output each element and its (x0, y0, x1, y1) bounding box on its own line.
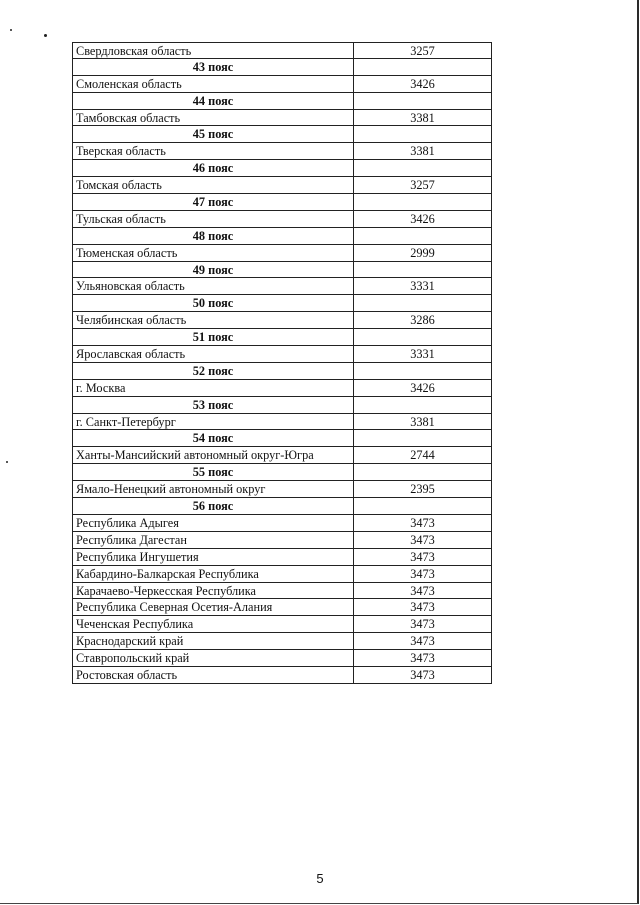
region-value: 2395 (410, 482, 435, 497)
region-name: г. Москва (73, 380, 354, 396)
region-value: 3473 (410, 600, 435, 615)
zone-label: 53 пояс (73, 397, 354, 413)
region-name: Ставропольский край (73, 650, 354, 666)
region-value: 2999 (410, 245, 435, 260)
empty-cell (354, 126, 491, 142)
empty-cell (354, 430, 491, 446)
empty-cell (354, 228, 491, 244)
zone-label: 46 пояс (73, 160, 354, 176)
region-name: Кабардино-Балкарская Республика (73, 566, 354, 582)
table-row (72, 566, 492, 583)
regions-table (72, 42, 492, 684)
region-value: 3331 (410, 347, 435, 362)
scan-speck (10, 29, 12, 31)
table-row (72, 278, 492, 295)
table-row (72, 211, 492, 228)
region-value: 3381 (410, 110, 435, 125)
empty-cell (354, 160, 491, 176)
table-row (72, 650, 492, 667)
region-name: Смоленская область (73, 76, 354, 92)
table-row (72, 245, 492, 262)
table-row (72, 380, 492, 397)
region-name: Республика Ингушетия (73, 549, 354, 565)
region-name: Тульская область (73, 211, 354, 227)
zone-label: 47 пояс (73, 194, 354, 210)
region-value: 3473 (410, 617, 435, 632)
region-name: Краснодарский край (73, 633, 354, 649)
region-value: 3473 (410, 651, 435, 666)
zone-header-row (72, 464, 492, 481)
region-name: Ханты-Мансийский автономный округ-Югра (73, 447, 354, 463)
region-value: 3473 (410, 515, 435, 530)
zone-label: 55 пояс (73, 464, 354, 480)
table-row (72, 549, 492, 566)
zone-header-row (72, 160, 492, 177)
table-row (72, 414, 492, 431)
region-name: Ямало-Ненецкий автономный округ (73, 481, 354, 497)
region-name: Ульяновская область (73, 278, 354, 294)
region-value: 3473 (410, 566, 435, 581)
region-name: Республика Северная Осетия-Алания (73, 599, 354, 615)
table-row (72, 143, 492, 160)
region-value: 3257 (410, 178, 435, 193)
zone-label: 52 пояс (73, 363, 354, 379)
zone-label: 51 пояс (73, 329, 354, 345)
zone-header-row (72, 194, 492, 211)
table-row (72, 42, 492, 59)
table-row (72, 515, 492, 532)
table-row (72, 110, 492, 127)
region-value: 3286 (410, 313, 435, 328)
table-row (72, 616, 492, 633)
region-value: 3473 (410, 532, 435, 547)
table-row (72, 532, 492, 549)
table-row (72, 447, 492, 464)
zone-label: 48 пояс (73, 228, 354, 244)
region-value: 2744 (410, 448, 435, 463)
table-row (72, 481, 492, 498)
zone-header-row (72, 295, 492, 312)
zone-header-row (72, 126, 492, 143)
region-name: Республика Дагестан (73, 532, 354, 548)
zone-header-row (72, 262, 492, 279)
zone-header-row (72, 329, 492, 346)
empty-cell (354, 59, 491, 75)
zone-header-row (72, 397, 492, 414)
scan-speck (6, 461, 8, 463)
empty-cell (354, 194, 491, 210)
empty-cell (354, 464, 491, 480)
zone-label: 50 пояс (73, 295, 354, 311)
empty-cell (354, 363, 491, 379)
region-name: Томская область (73, 177, 354, 193)
region-name: Свердловская область (73, 43, 354, 58)
zone-header-row (72, 430, 492, 447)
zone-header-row (72, 363, 492, 380)
region-value: 3257 (410, 44, 435, 58)
table-row (72, 76, 492, 93)
region-name: Ярославская область (73, 346, 354, 362)
region-name: Ростовская область (73, 667, 354, 683)
zone-label: 44 пояс (73, 93, 354, 109)
region-name: Тверская область (73, 143, 354, 159)
region-value: 3381 (410, 414, 435, 429)
region-name: Челябинская область (73, 312, 354, 328)
region-value: 3426 (410, 380, 435, 395)
zone-header-row (72, 59, 492, 76)
zone-label: 56 пояс (73, 498, 354, 514)
zone-header-row (72, 498, 492, 515)
region-name: Карачаево-Черкесская Республика (73, 583, 354, 599)
region-name: Тамбовская область (73, 110, 354, 126)
region-value: 3473 (410, 583, 435, 598)
empty-cell (354, 397, 491, 413)
empty-cell (354, 262, 491, 278)
empty-cell (354, 93, 491, 109)
zone-header-row (72, 228, 492, 245)
region-value: 3426 (410, 76, 435, 91)
scan-speck (44, 34, 47, 37)
empty-cell (354, 329, 491, 345)
region-value: 3473 (410, 549, 435, 564)
region-name: Тюменская область (73, 245, 354, 261)
region-value: 3473 (410, 667, 435, 682)
table-row (72, 177, 492, 194)
zone-header-row (72, 93, 492, 110)
page-number: 5 (316, 871, 324, 886)
region-name: Чеченская Республика (73, 616, 354, 632)
table-row (72, 583, 492, 600)
region-name: г. Санкт-Петербург (73, 414, 354, 430)
zone-label: 49 пояс (73, 262, 354, 278)
region-value: 3381 (410, 144, 435, 159)
region-value: 3473 (410, 634, 435, 649)
zone-label: 54 пояс (73, 430, 354, 446)
table-row (72, 667, 492, 684)
empty-cell (354, 498, 491, 514)
region-name: Республика Адыгея (73, 515, 354, 531)
zone-label: 45 пояс (73, 126, 354, 142)
table-row (72, 312, 492, 329)
empty-cell (354, 295, 491, 311)
table-row (72, 599, 492, 616)
zone-label: 43 пояс (73, 59, 354, 75)
region-value: 3426 (410, 211, 435, 226)
table-row (72, 633, 492, 650)
region-value: 3331 (410, 279, 435, 294)
table-row (72, 346, 492, 363)
